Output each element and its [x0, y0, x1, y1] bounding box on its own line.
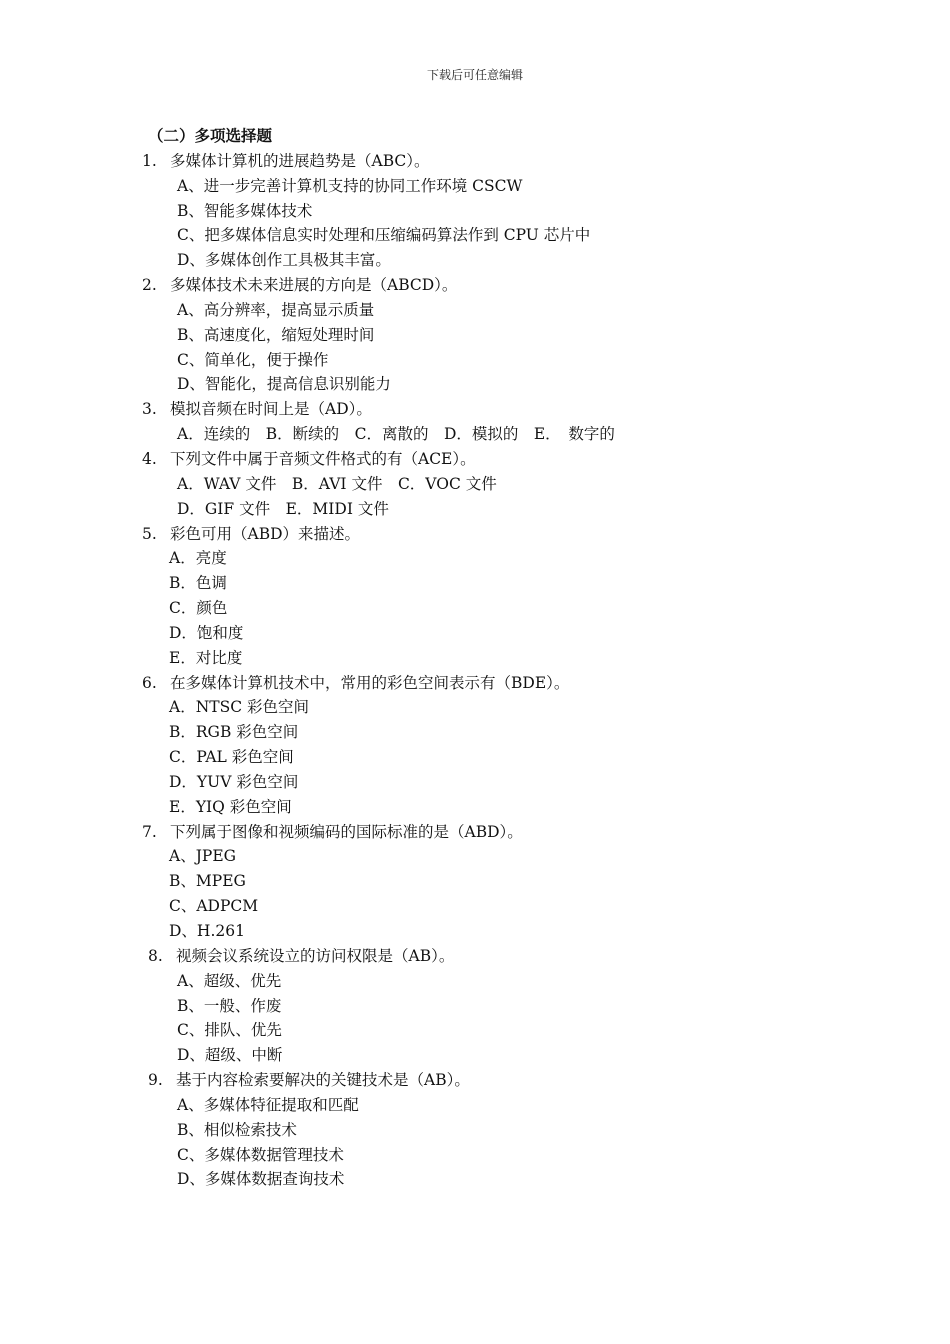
option-3-row: A．连续的 B．断续的 C．离散的 D．模拟的 E． 数字的	[177, 425, 615, 444]
question-9	[0, 1068, 950, 1093]
question-3	[0, 397, 950, 422]
option-5d: D．饱和度	[169, 623, 244, 642]
option-9a: A、多媒体特征提取和匹配	[177, 1095, 359, 1114]
option-1d: D、多媒体创作工具极其丰富。	[177, 251, 391, 270]
option-9b: B、相似检索技术	[177, 1120, 297, 1139]
question-number: 7.	[142, 822, 157, 841]
question-7	[0, 820, 950, 845]
option-2a: A、高分辨率，提高显示质量	[177, 300, 375, 319]
question-number: 8.	[148, 946, 163, 965]
question-number: 6.	[142, 673, 157, 692]
question-text: 基于内容检索要解决的关键技术是（AB）。	[176, 1071, 470, 1090]
option-8c: C、排队、优先	[177, 1021, 282, 1040]
option-5b: B．色调	[169, 574, 227, 593]
option-1b: B、智能多媒体技术	[177, 201, 313, 220]
question-number: 4.	[142, 449, 157, 468]
question-1	[0, 149, 950, 174]
option-9d: D、多媒体数据查询技术	[177, 1170, 345, 1189]
document-body	[0, 124, 950, 1192]
question-number: 3.	[142, 400, 157, 419]
question-text: 视频会议系统设立的访问权限是（AB）。	[176, 946, 455, 965]
question-text: 下列文件中属于音频文件格式的有（ACE）。	[170, 449, 476, 468]
option-7b: B、MPEG	[169, 872, 246, 891]
option-4-row1: A．WAV 文件 B．AVI 文件 C．VOC 文件	[177, 474, 497, 493]
option-9c: C、多媒体数据管理技术	[177, 1145, 344, 1164]
option-7a: A、JPEG	[169, 847, 237, 866]
option-8d: D、超级、中断	[177, 1046, 283, 1065]
option-5a: A．亮度	[169, 549, 227, 568]
option-2d: D、智能化，提高信息识别能力	[177, 375, 391, 394]
question-5	[0, 522, 950, 547]
option-6d: D．YUV 彩色空间	[169, 772, 299, 791]
option-5c: C．颜色	[169, 599, 228, 618]
option-2b: B、高速度化，缩短处理时间	[177, 325, 375, 344]
section-title: （二）多项选择题	[148, 126, 273, 145]
option-2c: C、简单化，便于操作	[177, 350, 329, 369]
question-2	[0, 273, 950, 298]
question-text: 模拟音频在时间上是（AD）。	[170, 400, 372, 419]
option-7c: C、ADPCM	[169, 897, 259, 916]
option-1c: C、把多媒体信息实时处理和压缩编码算法作到 CPU 芯片中	[177, 226, 591, 245]
question-4	[0, 447, 950, 472]
option-6a: A．NTSC 彩色空间	[169, 698, 309, 717]
question-number: 1.	[142, 151, 157, 170]
option-7d: D、H.261	[169, 922, 245, 940]
question-text: 多媒体计算机的进展趋势是（ABC）。	[170, 151, 430, 170]
option-4-row2: D．GIF 文件 E．MIDI 文件	[177, 499, 389, 518]
question-8	[0, 944, 950, 969]
question-number: 2.	[142, 276, 157, 295]
question-text: 下列属于图像和视频编码的国际标准的是（ABD）。	[170, 822, 523, 841]
option-1a: A、进一步完善计算机支持的协同工作环境 CSCW	[177, 176, 523, 195]
option-6b: B．RGB 彩色空间	[169, 723, 299, 742]
question-text: 在多媒体计算机技术中，常用的彩色空间表示有（BDE）。	[170, 673, 570, 692]
option-5e: E．对比度	[169, 648, 243, 667]
question-text: 多媒体技术未来进展的方向是（ABCD）。	[170, 276, 458, 295]
option-6c: C．PAL 彩色空间	[169, 748, 294, 767]
option-6e: E．YIQ 彩色空间	[169, 797, 292, 816]
option-8b: B、一般、作废	[177, 996, 282, 1015]
page-header: 下载后可任意编辑	[426, 68, 523, 82]
question-text: 彩色可用（ABD）来描述。	[170, 524, 361, 543]
question-number: 5.	[142, 524, 157, 543]
question-number: 9.	[148, 1071, 163, 1090]
option-8a: A、超级、优先	[177, 971, 282, 990]
question-6	[0, 671, 950, 696]
